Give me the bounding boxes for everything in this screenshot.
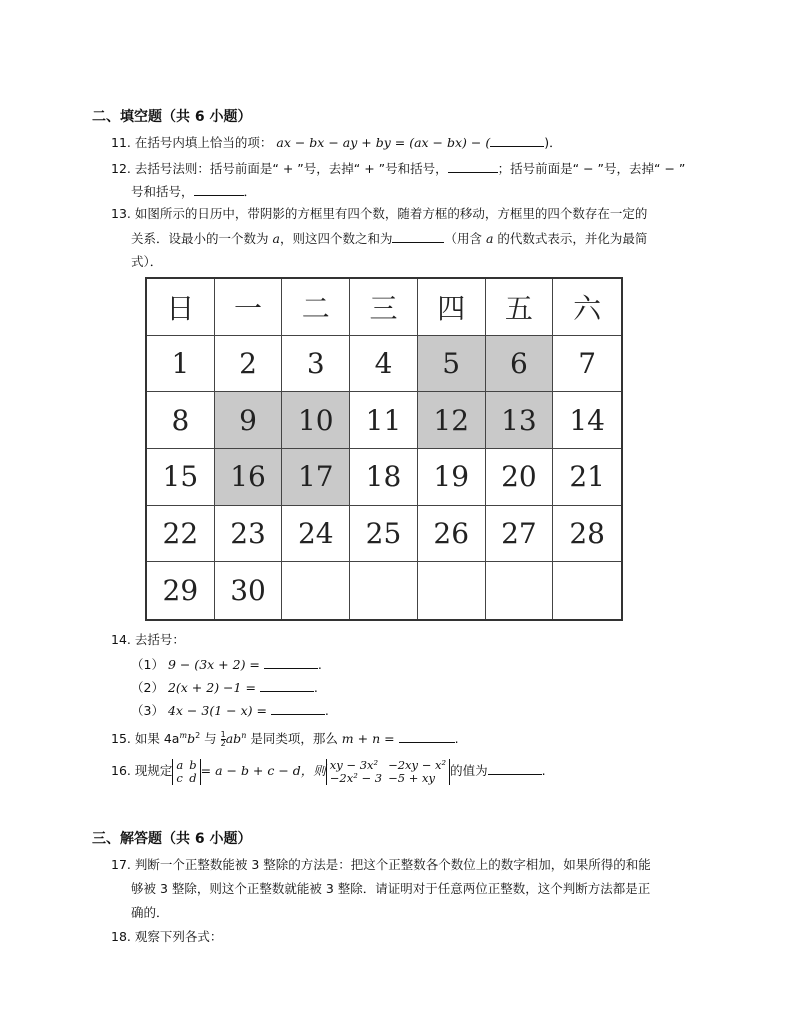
calendar-day-cell: 12	[418, 392, 486, 449]
q14-item-2-label: （2）	[131, 680, 164, 695]
q13-line2a: 关系．设最小的一个数为	[131, 231, 269, 246]
calendar-day-cell: 2	[215, 336, 283, 393]
calendar-figure	[145, 277, 623, 621]
q16-tail: .	[541, 763, 546, 778]
q15-part-b: b	[187, 731, 196, 747]
calendar-empty-cell	[553, 562, 621, 619]
det1-cell: b	[189, 757, 197, 772]
q13-variable: a	[272, 231, 280, 246]
q18-number: 18.	[111, 929, 131, 944]
calendar-day-cell: 11	[350, 392, 418, 449]
det1-cell: a	[176, 757, 184, 772]
q14-item-1	[131, 656, 322, 673]
calendar-day-cell: 23	[215, 506, 283, 563]
det2-cell: −5 + xy	[388, 770, 435, 785]
q11-answer-blank[interactable]	[490, 134, 544, 147]
q14-item-3-label: （3）	[131, 703, 164, 718]
q15-sup-2: 2	[195, 731, 201, 740]
calendar-day-cell: 17	[282, 449, 350, 506]
q14-item-1-tail: .	[317, 657, 322, 672]
calendar-day-cell: 26	[418, 506, 486, 563]
q11-math: ax − bx − ay + by = (ax − bx) − (	[276, 135, 491, 150]
det2-cell: −2xy − x²	[388, 757, 447, 772]
determinant-1	[173, 759, 199, 785]
q15-answer-blank[interactable]	[399, 730, 455, 743]
section-title-answer: 三、解答题（共 6 小题）	[92, 831, 252, 847]
q13-line2d: 的代数式表示，并化为最简	[497, 231, 648, 246]
calendar-day-cell: 8	[147, 392, 215, 449]
q11-tail: )．	[544, 135, 562, 150]
calendar-day-cell: 25	[350, 506, 418, 563]
q12-line1: 去括号法则：括号前面是“ + ”号，去掉“ + ”号和括号，	[134, 161, 448, 176]
calendar-day-cell: 6	[486, 336, 554, 393]
calendar-day-cell: 9	[215, 392, 283, 449]
q14-item-2-expr: 2(x + 2) −1 =	[167, 680, 256, 695]
calendar-empty-cell	[282, 562, 350, 619]
question-18	[111, 929, 222, 945]
q16-part-a: 现规定	[134, 763, 173, 778]
calendar-day-cell: 29	[147, 562, 215, 619]
det2-cell: −2x² − 3	[329, 770, 383, 785]
q17-line1: 判断一个正整数能被 3 整除的方法是：把这个正整数各个数位上的数字相加，如果所得的和能	[134, 857, 651, 872]
calendar-header-cell: 二	[282, 279, 350, 336]
q15-part-f: m + n =	[341, 731, 395, 747]
q16-number: 16.	[111, 763, 131, 778]
q15-part-a: 如果 4a	[134, 731, 180, 747]
calendar-day-cell: 16	[215, 449, 283, 506]
q12-number: 12.	[111, 161, 131, 176]
q13-number: 13.	[111, 206, 131, 221]
q13-line2b: ，则这四个数之和为	[279, 231, 393, 246]
q16-answer-blank[interactable]	[488, 762, 542, 775]
q15-frac-num: 1	[220, 730, 226, 740]
calendar-empty-cell	[486, 562, 554, 619]
calendar-header-cell: 一	[215, 279, 283, 336]
calendar-day-cell: 19	[418, 449, 486, 506]
q18-text: 观察下列各式：	[134, 929, 223, 944]
calendar-empty-cell	[350, 562, 418, 619]
question-11	[111, 134, 562, 151]
calendar-day-cell: 4	[350, 336, 418, 393]
calendar-header-cell: 六	[553, 279, 621, 336]
det1-cell: c	[176, 770, 183, 785]
calendar-day-cell: 1	[147, 336, 215, 393]
q15-number: 15.	[111, 731, 131, 747]
calendar-header-cell: 五	[486, 279, 554, 336]
q14-item-1-blank[interactable]	[264, 656, 318, 669]
calendar-day-cell: 28	[553, 506, 621, 563]
question-12-cont	[131, 183, 256, 200]
question-13-line3: 式）．	[131, 254, 163, 269]
question-14	[111, 632, 185, 648]
q14-item-1-expr: 9 − (3x + 2) =	[167, 657, 260, 672]
calendar-day-cell: 24	[282, 506, 350, 563]
q15-tail: .	[454, 731, 459, 747]
question-17	[111, 857, 651, 873]
q16-part-b: = a − b + c − d，则	[200, 763, 326, 778]
q12-line1b: ；括号前面是“ − ”号，去掉“ − ”	[497, 161, 686, 176]
q15-frac-den: 2	[220, 739, 226, 749]
q17-line2: 够被 3 整除，则这个正整数就能被 3 整除．请证明对于任意两位正整数，这个判断方法都是正	[131, 881, 651, 896]
q14-item-2-blank[interactable]	[260, 679, 314, 692]
calendar-header-cell: 四	[418, 279, 486, 336]
calendar-header-cell: 三	[350, 279, 418, 336]
q14-item-3-blank[interactable]	[271, 702, 325, 715]
q12-line2: 号和括号，	[131, 184, 194, 199]
calendar-day-cell: 20	[486, 449, 554, 506]
calendar-day-cell: 10	[282, 392, 350, 449]
q14-item-3-tail: .	[324, 703, 329, 718]
q12-answer-blank-2[interactable]	[194, 183, 244, 196]
det1-cell: d	[189, 770, 197, 785]
q15-part-d: ab	[225, 731, 242, 747]
q16-part-c: 的值为	[450, 763, 488, 778]
calendar-day-cell: 21	[553, 449, 621, 506]
calendar-grid	[147, 279, 621, 619]
q14-item-1-label: （1）	[131, 657, 164, 672]
q17-line3: 确的．	[131, 905, 169, 920]
q11-number: 11.	[111, 135, 131, 150]
q14-item-2	[131, 679, 318, 696]
q14-item-2-tail: .	[313, 680, 318, 695]
det2-cell: xy − 3x²	[329, 757, 379, 772]
q14-text: 去括号：	[134, 632, 185, 647]
q12-line2b: ．	[243, 184, 257, 199]
calendar-header-cell: 日	[147, 279, 215, 336]
calendar-day-cell: 18	[350, 449, 418, 506]
calendar-day-cell: 7	[553, 336, 621, 393]
question-16	[111, 756, 546, 786]
determinant-2	[327, 759, 449, 785]
calendar-day-cell: 14	[553, 392, 621, 449]
q15-sup-n: n	[241, 731, 247, 740]
q13-line1: 如图所示的日历中，带阴影的方框里有四个数，随着方框的移动，方框里的四个数存在一定的	[134, 206, 648, 221]
question-15	[111, 728, 459, 748]
q13-variable-2: a	[485, 231, 494, 246]
calendar-day-cell: 27	[486, 506, 554, 563]
q14-number: 14.	[111, 632, 131, 647]
calendar-empty-cell	[418, 562, 486, 619]
calendar-day-cell: 30	[215, 562, 283, 619]
q15-part-e: 是同类项，那么	[246, 731, 342, 747]
question-12	[111, 160, 685, 177]
q13-answer-blank[interactable]	[392, 230, 444, 243]
q14-item-3-expr: 4x − 3(1 − x) =	[167, 703, 267, 718]
q15-part-c: 与	[200, 731, 221, 747]
question-13-line2	[131, 230, 647, 247]
q12-answer-blank-1[interactable]	[448, 160, 498, 173]
q15-sup-m: m	[179, 731, 188, 740]
section-title-fill-in: 二、填空题（共 6 小题）	[92, 109, 252, 125]
calendar-day-cell: 22	[147, 506, 215, 563]
q13-line2c: （用含	[444, 231, 482, 246]
calendar-day-cell: 13	[486, 392, 554, 449]
q14-item-3	[131, 702, 329, 719]
q17-number: 17.	[111, 857, 131, 872]
q11-text: 在括号内填上恰当的项：	[134, 135, 273, 150]
calendar-day-cell: 5	[418, 336, 486, 393]
calendar-day-cell: 3	[282, 336, 350, 393]
question-13	[111, 206, 647, 222]
calendar-day-cell: 15	[147, 449, 215, 506]
